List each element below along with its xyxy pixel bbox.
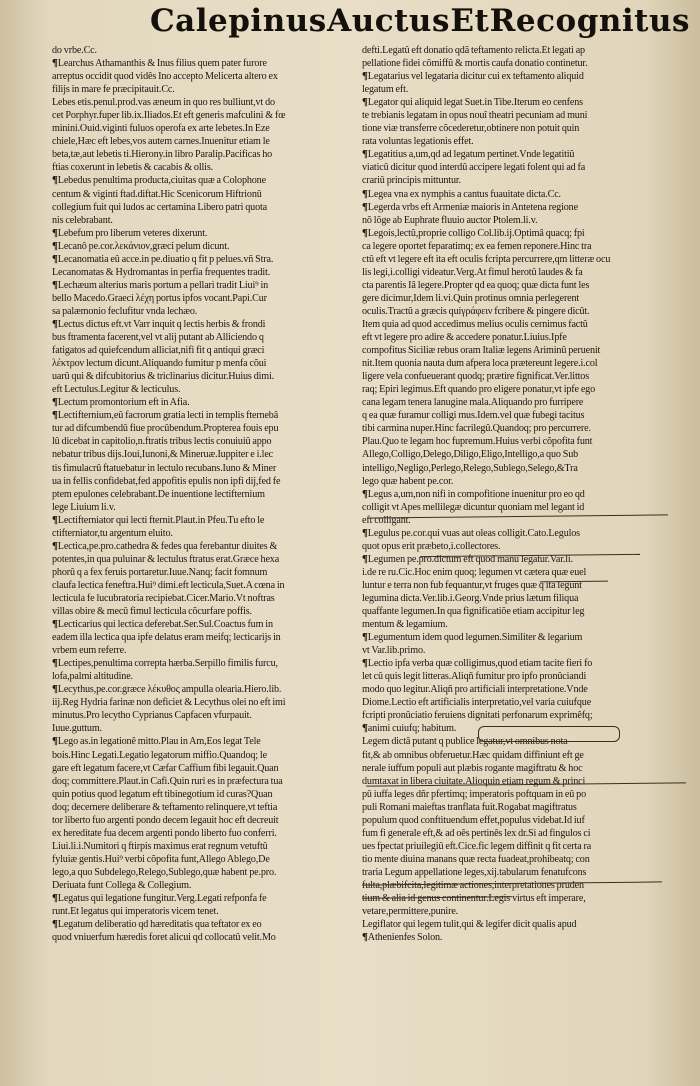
text-line: ¶ Legus a,um,non nifi in compofitione inuenitur pro eo qd <box>362 488 667 501</box>
text-line: i.de re ru.Cic.Hoc enim quoq; legumen vt cætera quæ euel <box>362 566 587 578</box>
text-line: ues fpectat priuilegiû eft.Cice.fic legem diffinit q fit certa ra <box>362 840 592 852</box>
text-line: ua in fellis confidebat,fed appofitis epulis non ipfi dij,fed fe <box>52 475 281 487</box>
text-line: λέκτρον lectum dicunt.Aliquando fumitur p menfa cõui <box>52 358 267 370</box>
text-line: doq; committere.Plaut.in Cafi.Quin ruri es in præfectura tua <box>52 775 283 787</box>
text-line: traria Legum appellatione leges,xij.tabularum fenatufcons <box>362 866 587 878</box>
text-line: ¶ Lecythus,pe.cor.græce λέκυθος ampulla olearia.Hiero.lib. <box>52 683 357 696</box>
text-line: phorû q a fex feruis portaretur.Iuue.Nanq; facit fomnum <box>52 566 268 578</box>
text-line: Lebes etis.penul.prod.vas æneum in quo res bulliunt,vt do <box>52 97 275 109</box>
right-text-column <box>362 44 667 944</box>
text-line: ¶ Legator qui aliquid legat Suet.in Tibe.Iterum eo cenfens <box>362 96 667 109</box>
text-line: bus ftramenta facerent,vel vt alij putant ab Alliciendo q <box>52 332 264 344</box>
text-line: mentum & legamium. <box>362 619 448 631</box>
text-line: bois.Hinc Legati.Legatio legatorum miffio.Quandoq; le <box>52 749 267 761</box>
text-line: populum quod conftituendum effet,populus videbat.Id iuf <box>362 814 585 826</box>
text-line: fit,& ab omnibus obferuetur.Hæc quidam diffiniunt eft ge <box>362 749 584 761</box>
text-line: quot opus erit præbeto,i.collectores. <box>362 540 501 552</box>
text-line: ligere vela confueuerant quodq; prætire fignificat.Ver.littos <box>362 371 589 383</box>
text-line: fcripti pronûciatio feruiens dignitati perfonarum exprimêfq; <box>362 710 593 722</box>
text-line: gare eft legatum facere,vt Cæfar Caffium fibi legauit.Quan <box>52 762 279 774</box>
text-line: claufa lectica feneftra.Hui⁹ dimi.eft lecticula,Suet.A cœna in <box>52 579 285 591</box>
pen-bracket <box>478 726 620 742</box>
text-line: luntur e terra non fub fequantur,vt fruges quæ q ita legunt <box>362 579 582 591</box>
text-line: cana legam tenera lanugine mala.Aliquando pro furripere <box>362 397 584 409</box>
text-line: compofitus Siciliæ rebus oram Italiæ legens Ariminû peruenit <box>362 345 601 357</box>
text-line: chiele,Hæc eft lebes,vos autem carnes.Inuenitur etiam le <box>52 136 270 148</box>
text-line: eft vt legere pro adire & accedere ponatur.Liuius.Ipfe <box>362 332 567 344</box>
text-line: nit.Item quonia nauta dum afpera loca prætereunt legere.i.col <box>362 358 598 370</box>
text-line: tium & alia id genus continentur.Legis virtus eft imperare, <box>362 893 586 905</box>
text-line: ¶ Lectus dictus eft.vt Varr inquit q lectis herbis & frondi <box>52 318 357 331</box>
text-line: fum fi generale eft,& ad oês pertinês lex dr.Si ad fingulos ci <box>362 827 591 839</box>
text-line: ¶ Lecanô pe.cor.λεκάνιον,græci pelum dicunt. <box>52 240 357 253</box>
text-line: beta,tæ,aut lebetis ti.Hierony.in libro Paralip.Pacificas ho <box>52 149 273 161</box>
text-line: Deriuata funt Collega & Collegium. <box>52 880 192 891</box>
text-line: lû dicebat in capitolio,n.ftratis tribus lectis conuiuiû appo <box>52 436 272 448</box>
text-line: ctû eft vt legere eft ita eft oculis fcripta percurrere,qm litteræ ocu <box>362 253 611 265</box>
text-line: tor liberto fuo argenti pondo decem legauit hoc eft decreuit <box>52 814 279 826</box>
text-line: ¶ Lectica,pe.pro.cathedra & fedes qua ferebantur diuites & <box>52 540 357 553</box>
header-word-calepinus: Calepinus <box>150 3 327 39</box>
text-line: Plau.Quo te legam hoc fupremum.Huius verbi cõpofita funt <box>362 436 593 448</box>
text-line: colligit vt Apes mellilegæ dicuntur quoniam mel legant id <box>362 501 585 513</box>
text-line: let cû quis legit litteras.Aliqñ fumitur pro ipfo pronûciandi <box>362 671 587 683</box>
text-line: lege Liuium li.v. <box>52 501 116 513</box>
text-line: centum & viginti ftad.diftat.Hic Scenicorum Hiftrionû <box>52 188 262 200</box>
text-line: Lecanomatas & Hydromantas in perfia frequentes tradit. <box>52 266 271 278</box>
text-line: villas obire & mecû fimul lecticula cõcurfare poffis. <box>52 606 252 618</box>
text-line: lofa,palmi altitudine. <box>52 671 133 683</box>
text-line: crariû principis mittuntur. <box>362 175 461 187</box>
text-line: Legiflator qui legem tulit,qui & legifer dicit qualis apud <box>362 919 577 931</box>
text-line: ¶ Lectio ipfa verba quæ colligimus,quod etiam tacite fieri fo <box>362 657 667 670</box>
text-line: Iuue.guttum. <box>52 723 102 735</box>
text-line: vt Var.lib.primo. <box>362 645 426 657</box>
text-line: nebatur tribus dijs.Ioui,Iunoni,& Mineruæ.Iuppiter e i.lec <box>52 449 274 461</box>
text-line: tione viæ transferre cõcederetur,obtinere non potuit quin <box>362 123 580 135</box>
text-line: pellatione fidei cõmiffû & mortis caufa donatio continetur. <box>362 58 588 70</box>
text-line: fatigatos ad quiefcendum alliciat,nifi fit q antiqui græci <box>52 345 265 357</box>
text-line: Item quia ad quod accedimus melius oculis cernimus factû <box>362 318 588 330</box>
text-line: tio mente diuina manans quæ recta fuadeat,prohibeatq; con <box>362 853 590 865</box>
text-line: ¶ Legois,lectû,proprie colligo Col.lib.ij.Optimâ quacq; fpi <box>362 227 667 240</box>
text-line: ¶ Learchus Athamanthis & Inus filius quem pater furore <box>52 57 357 70</box>
text-line: ¶ Lebedus penultima producta,ciuitas quæ a Colophone <box>52 174 357 187</box>
text-line: iij.Reg Hydria farinæ non deficiet & Lecythus olei no eft imi <box>52 697 286 709</box>
text-line: uarû qui & difcubitorius & triclinarius dicitur.Huius dimi. <box>52 371 275 383</box>
text-line: do vrbe.Cc. <box>52 45 97 56</box>
text-line: minutus.Pro lecytho Cyprianus Capfacen vfurpauit. <box>52 710 252 722</box>
text-line: arreptus occidit quod vidês Ino accepto Melicerta altero ex <box>52 71 278 83</box>
text-line: ¶ Lecticarius qui lectica deferebat.Ser.Sul.Coactus fum in <box>52 618 357 631</box>
text-line: ¶ Lecanomatia eû acce.in pe.diuatio q fit p pelues.vñ Stra. <box>52 253 357 266</box>
text-line: intelligo,Negligo,Perlego,Relego,Sublego,Selego,&Tra <box>362 462 578 474</box>
running-header <box>150 3 690 39</box>
text-line: ¶ animi cuiufq; habitum. <box>362 722 667 735</box>
text-line: ¶ Lectifterniator qui lecti fternit.Plaut.in Pfeu.Tu efto le <box>52 514 357 527</box>
text-line: vetare,permittere,punire. <box>362 906 459 918</box>
text-line: fulta,plæbifcita,legitimæ actiones,interpretationes pruden <box>362 880 584 891</box>
text-line: raq; Epiri legimus.Eft quando pro eligere ponatur,vt ipfe ego <box>362 384 595 396</box>
text-line: quod vniuerfum hæredis foret alicui qd collocatû velit.Mo <box>52 932 276 944</box>
text-line: legatum eft. <box>362 84 409 96</box>
text-line: ¶ Legea vna ex nymphis a cantus fuauitate dicta.Cc. <box>362 188 667 201</box>
text-line: ftias coxerunt in lebetis & cacabis & ollis. <box>52 162 213 174</box>
text-line: ¶ Legerda vrbs eft Armeniæ maioris in Antetena regione <box>362 201 667 214</box>
text-line: ca legere oportet feparatimq; ex ea femen reponere.Hinc tra <box>362 240 592 252</box>
text-line: ¶ Lectum promontorium eft in Afia. <box>52 396 357 409</box>
text-line: nerale iuffum populi aut plæbis rogante magiftratu & hoc <box>362 762 583 774</box>
text-line: puli Romani maieftas tranflata fuit.Rogabat magiftratus <box>362 801 577 813</box>
text-line: viaticû dicitur quod interdû accipere legati folent qui ad fa <box>362 162 586 174</box>
text-line: dumtaxat in libera ciuitate.Alioquin etiam regum & princi <box>362 775 586 787</box>
text-line: ¶ Lechæum alterius maris portum a pellari tradit Liui⁹ in <box>52 279 357 292</box>
text-line: eadem illa lectica qua ipfe delatus eram meifq; lecticarijs in <box>52 632 281 644</box>
text-line: lego quæ habent pe.cor. <box>362 475 454 487</box>
text-line: ex hereditate fua decem argenti pondo liberto fuo conferri. <box>52 827 277 839</box>
text-line: ¶ Lectipes,penultima correpta hærba.Serpillo fimilis furcu, <box>52 657 357 670</box>
text-line: ¶ Legulus pe.cor.qui vuas aut oleas colligit.Cato.Legulos <box>362 527 667 540</box>
text-line: potentes,in qua puluinar & lectulus ftratus erat.Græce hexa <box>52 553 280 565</box>
text-line: runt.Et legatus qui imperatoris vicem tenet. <box>52 906 219 918</box>
text-line: cta parentis Iâ legere.Propter qd ea quoq; quæ dicta funt les <box>362 279 590 291</box>
header-word-et: Et <box>450 3 490 39</box>
text-line: vrbem eum referre. <box>52 645 127 657</box>
text-line: pû iuffa leges dñr pfertimq; imperatoris poftquam in eû po <box>362 788 586 800</box>
text-line: collegium fuit qui ludos ac certamina Libero patri quota <box>52 201 268 213</box>
text-line: lis legi,i.colligi videatur.Verg.At fimul herotû laudes & fa <box>362 266 583 278</box>
text-line: tur ad difcumbendû fiue procûbendum.Propterea fouis epu <box>52 423 279 435</box>
text-line: ¶ Legumentum idem quod legumen.Similiter & legarium <box>362 631 667 644</box>
text-line: cet Porphyr.fuper lib.ix.Iliados.Et eft generis mafculini & fœ <box>52 110 286 122</box>
header-word-recognitus: Recognitus <box>489 3 690 39</box>
text-line: Legem dictâ putant q publice legatur,vt omnibus nota <box>362 736 568 748</box>
text-line: ¶ Legatitius a,um,qd ad legatum pertinet.Vnde legatitiû <box>362 148 667 161</box>
text-line: Allego,Colligo,Delego,Diligo,Eligo,Intelligo,a quo Sub <box>362 449 579 461</box>
text-line: lecticula fe lucubratoria recipiebat.Cicer.Mario.Vt noftras <box>52 592 275 604</box>
text-line: ¶ Athenienfes Solon. <box>362 931 667 944</box>
text-line: legumina dicta.Ver.lib.i.Georg.Vnde prius lætum filiqua <box>362 592 579 604</box>
text-line: eft colligant. <box>362 514 411 526</box>
text-line: oculis.Tractû a græcis quiγράφειν fcribere & pingere dicût. <box>362 305 590 317</box>
text-line: ¶ Legatus qui legatione fungitur.Verg.Legati refponfa fe <box>52 892 357 905</box>
text-line: fyluiæ gentis.Hui⁹ verbi cõpofita funt,Allego Ablego,De <box>52 853 270 865</box>
text-line: filijs in mare fe præcipitauit.Cc. <box>52 84 175 96</box>
text-line: eft Lectulus.Legitur & lecticulus. <box>52 384 181 396</box>
text-line: ctifterniator,tu argentum eluito. <box>52 527 173 539</box>
text-line: ¶ Legumen pe.pro.dictum eft quod manu legatur.Var.li. <box>362 553 667 566</box>
text-line: minini.Ouid.viginti fuluos operofa ex arte lebetes.In Eze <box>52 123 270 135</box>
text-line: Diome.Lectio eft artificialis interpretatio,vel varia cuiufque <box>362 697 592 709</box>
text-line: defti.Legatû eft donatio qdã teftamento relicta.Et legati ap <box>362 45 585 56</box>
text-line: lego,a quo Subdelego,Relego,Sublego,quæ habent pe.pro. <box>52 866 277 878</box>
text-line: nis celebrabant. <box>52 214 113 226</box>
left-text-column <box>52 44 357 944</box>
text-line: gere dicimur,Idem li.vi.Quin protinus omnia perlegerent <box>362 292 580 304</box>
text-line: ¶ Legatum deliberatio qd hæreditatis qua teftator ex eo <box>52 918 357 931</box>
text-line: ¶ Lebefum pro liberum veteres dixerunt. <box>52 227 357 240</box>
text-line: q ea quæ furamur colligi mus.Idem.vel quæ fubegi tacitus <box>362 410 585 422</box>
text-line: nõ lõge ab Euphrate fluuio auctor Ptolem.li.v. <box>362 214 538 226</box>
text-line: ¶ Lectifternium,eû facrorum gratia lecti in templis fternebâ <box>52 409 357 422</box>
text-line: doq; decernere deliberare & teftamento relinquere,vt teftia <box>52 801 278 813</box>
text-line: tibi carmina nuper.Hinc facrilegû.Quandoq; pro percurrere. <box>362 423 591 435</box>
text-line: tis fimulacrû ftatuebatur in lectulo recubans.Iuno & Miner <box>52 462 277 474</box>
text-line: rata voluntas legationis effet. <box>362 136 474 148</box>
text-line: ¶ Legatarius vel legataria dicitur cui ex teftamento aliquid <box>362 70 667 83</box>
text-line: ¶ Lego as.in legationê mitto.Plau in Am,Eos legat Tele <box>52 735 357 748</box>
text-line: te trebianis legatam in opus nouî theatri pecuniam ad muni <box>362 110 588 122</box>
text-line: quaffante legumen.In qua fignificatiõe etiam accipitur leg <box>362 606 585 618</box>
text-line: modo quo legitur.Aliqñ pro artificiali interpretatione.Vnde <box>362 684 588 696</box>
text-line: sa palæmonio feclufitur vnda lechæo. <box>52 305 198 317</box>
text-line: bello Macedo.Graeci λέχη portus ipfos vocant.Papi.Cur <box>52 292 267 304</box>
text-line: quin potius quod legatum eft tibinegotium id curas?Quan <box>52 788 273 800</box>
text-line: Liui.li.i.Numitori q ftirpis maximus erat regnum vetuftû <box>52 840 268 852</box>
text-line: ptem epulones celebrabant.De inuentione lectifternium <box>52 488 265 500</box>
header-word-auctus: Auctus <box>327 3 450 39</box>
